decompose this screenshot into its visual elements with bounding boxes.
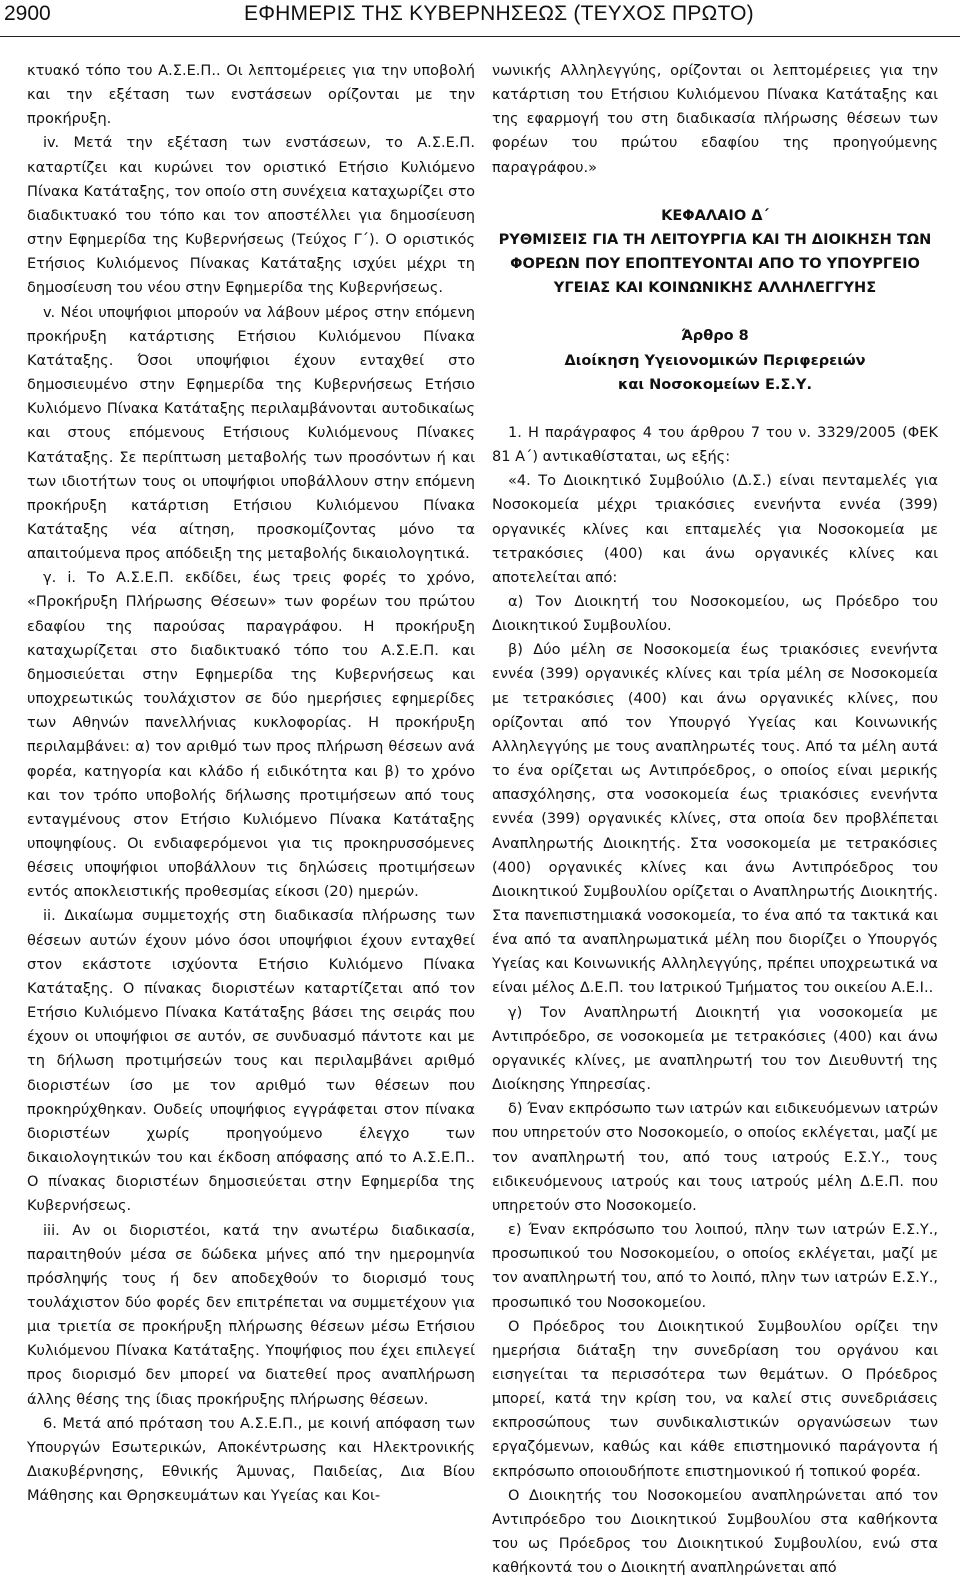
paragraph: γ) Τον Αναπληρωτή Διοικητή για νοσοκομεία με Αντιπρόεδρο, σε νοσοκομεία με τετρακόσιες (400) και άνω οργανικές κλίνες, με αναπληρωτή του τον Διευθυντή της Διοίκησης Υπηρεσίας. xyxy=(492,1003,938,1094)
chapter-label: ΚΕΦΑΛΑΙΟ Δ΄ xyxy=(661,206,769,224)
gazette-title: ΕΦΗΜΕΡΙΣ ΤΗΣ ΚΥΒΕΡΝΗΣΕΩΣ (ΤΕΥΧΟΣ ΠΡΩΤΟ) xyxy=(244,2,754,25)
header-rule xyxy=(0,36,960,37)
paragraph: «4. Το Διοικητικό Συμβούλιο (Δ.Σ.) είναι πενταμελές για Νοσοκομεία μέχρι τριακόσιες ενενήντα εννέα (399) οργανικές κλίνες και επταμελές για Νοσοκομεία με τετρακόσιες (400) και άνω οργανικές κλίνες και αποτελείται από: xyxy=(492,472,938,586)
paragraph: α) Τον Διοικητή του Νοσοκομείου, ως Πρόεδρο του Διοικητικού Συμβουλίου. xyxy=(492,592,938,635)
paragraph: γ. i. Το Α.Σ.Ε.Π. εκδίδει, έως τρεις φορές το χρόνο, «Προκήρυξη Πλήρωσης Θέσεων» των φορέων του πρώτου εδαφίου της παρούσας παραγράφου. Η προκήρυξη καταχωρίζεται στο διαδικτυακό τόπο του Α.Σ.Ε.Π. και δημοσιεύεται στην Εφημερίδα της Κυβερνήσεως και υποχρεωτικώς τουλάχιστον σε δύο ημερήσιες εφημερίδες των Αθηνών πανελλήνιας κυκλοφορίας. Η προκήρυξη περιλαμβάνει: α) τον αριθμό των προς πλήρωση θέσεων ανά φορέα, κατηγορία και κλάδο ή ειδικότητα και β) το χρόνο και τον τρόπο υποβολής δήλωσης προτιμήσεων από τους ενταγμένους στον Ετήσιο Κυλιόμενο Πίνακα Κατάταξης υποψηφίους. Οι ενδιαφερόμενοι για τις προκηρυσσόμενες θέσεις υποψήφιοι υποβάλλουν τις δηλώσεις προτιμήσεων εντός αποκλειστικής προθεσμίας είκοσι (20) ημερών. xyxy=(27,569,475,901)
paragraph: 6. Μετά από πρόταση του Α.Σ.Ε.Π., με κοινή απόφαση των Υπουργών Εσωτερικών, Αποκέντρωσης και Ηλεκτρονικής Διακυβέρνησης, Εθνικής Άμυνας, Παιδείας, Δια Βίου Μάθησης και Θρησκευμάτων και Υγείας και Κοι- xyxy=(27,1414,475,1505)
paragraph: ε) Έναν εκπρόσωπο του λοιπού, πλην των ιατρών Ε.Σ.Υ., προσωπικού του Νοσοκομείου, ο οποίος εκλέγεται, μαζί με τον αναπληρωτή του, από το λοιπό, πλην των ιατρών Ε.Σ.Υ., προσωπικό του Νοσοκομείου. xyxy=(492,1221,938,1311)
paragraph: β) Δύο μέλη σε Νοσοκομεία έως τριακόσιες ενενήντα εννέα (399) οργανικές κλίνες και τρία μέλη σε Νοσοκομεία με τετρακόσιες (400) και άνω οργανικές κλίνες, που ορίζονται από τον Υπουργό Υγείας και Κοινωνικής Αλληλεγγύης με τους αναπληρωτές τους. Από τα μέλη αυτά το ένα ορίζεται ως Αντιπρόεδρος, ο οποίος είναι μερικής απασχόλησης, στα νοσοκομεία έως τριακόσιες ενενήντα εννέα (399) οργανικές κλίνες, στα οποία δεν προβλέπεται Αναπληρωτής Διοικητής. Στα νοσοκομεία με τετρακόσιες (400) οργανικές κλίνες και άνω Αντιπρόεδρος του Διοικητικού Συμβουλίου ορίζεται ο Αναπληρωτής Διοικητής. Στα πανεπιστημιακά νοσοκομεία, το ένα από τα τακτικά και ένα από τα αναπληρωματικά μέλη που διορίζει ο Υπουργός Υγείας και Κοινωνικής Αλληλεγγύης, πρέπει υποχρεωτικά να είναι μέλος Δ.Ε.Π. του Ιατρικού Τμήματος του οικείου Α.Ε.Ι.. xyxy=(492,641,938,997)
article-title-line-2: και Νοσοκομείων Ε.Σ.Υ. xyxy=(618,375,812,393)
article-heading xyxy=(492,324,938,396)
paragraph: ii. Δικαίωμα συμμετοχής στη διαδικασία πλήρωσης των θέσεων αυτών έχουν μόνο όσοι υποψήφιοι έχουν ενταχθεί στον εκάστοτε ισχύοντα Ετήσιο Κυλιόμενο Πίνακα Κατάταξης. Ο πίνακας διοριστέων καταρτίζεται από τον Ετήσιο Κυλιόμενο Πίνακα Κατάταξης βάσει της σειράς που έχουν οι υποψήφιοι σε αυτόν, σε συνδυασμό πάντοτε και με τη δήλωση προτιμήσεών τους και περιλαμβάνει αριθμό διοριστέων ίσο με τον αριθμό των θέσεων που προκηρύχθηκαν. Ουδείς υποψήφιος εγγράφεται στον πίνακα διοριστέων χωρίς προηγούμενο έλεγχο των δικαιολογητικών του και έκδοση απόφασης από το Α.Σ.Ε.Π.. Ο πίνακας διοριστέων δημοσιεύεται στην Εφημερίδα της Κυβερνήσεως. xyxy=(27,907,475,1215)
left-column xyxy=(27,59,475,1508)
paragraph: v. Νέοι υποψήφιοι μπορούν να λάβουν μέρος στην επόμενη προκήρυξη κατάρτισης Ετήσιου Κυλιόμενου Πίνακα Κατάταξης. Όσοι υποψήφιοι έχουν ενταχθεί στο δημοσιευμένο στην Εφημερίδα της Κυβερνήσεως Ετήσιο Κυλιόμενο Πίνακα Κατάταξης περιλαμβάνονται αυτοδικαίως και στους επόμενους Ετήσιους Κυλιόμενους Πίνακες Κατάταξης. Σε περίπτωση μεταβολής των προσόντων ή και των ιδιοτήτων τους οι υποψήφιοι υποβάλλουν στην επόμενη προκήρυξη κατάρτιση Ετήσιου Κυλιόμενου Πίνακα Κατάταξης νέα αίτηση, προσκομίζοντας μόνο τα απαιτούμενα προς απόδειξη της μεταβολής δικαιολογητικά. xyxy=(27,303,475,563)
paragraph: δ) Έναν εκπρόσωπο των ιατρών και ειδικευόμενων ιατρών που υπηρετούν στο Νοσοκομείο, ο οποίος εκλέγεται, μαζί με τον αναπληρωτή του, από τους ιατρούς Ε.Σ.Υ., τους ειδικευόμενους ιατρούς και τους ιατρούς μέλη Δ.Ε.Π. που υπηρετούν στο Νοσοκομείο. xyxy=(492,1100,938,1214)
right-column xyxy=(492,59,938,1580)
article-label: Άρθρο 8 xyxy=(681,327,749,345)
paragraph: κτυακό τόπο του Α.Σ.Ε.Π.. Οι λεπτομέρειες για την υποβολή και την εξέταση των ενστάσεων ορίζονται με την προκήρυξη. xyxy=(27,62,475,128)
paragraph: 1. Η παράγραφος 4 του άρθρου 7 του ν. 3329/2005 (ΦΕΚ 81 Α΄) αντικαθίσταται, ως εξής: xyxy=(492,423,938,466)
paragraph: Ο Πρόεδρος του Διοικητικού Συμβουλίου ορίζει την ημερήσια διάταξη την συνεδρίαση του οργάνου και εισηγείται τα περισσότερα των θεμάτων. Ο Πρόεδρος μπορεί, κατά την κρίση του, να καλεί στις συνεδριάσεις εκπροσώπους των συνδικαλιστικών οργανώσεων των εργαζόμενων, καθώς και κάθε επιστημονικό παράγοντα ή εκπρόσωπο οποιουδήποτε επιστημονικού ή τοπικού φορέα. xyxy=(492,1317,938,1480)
paragraph: iv. Μετά την εξέταση των ενστάσεων, το Α.Σ.Ε.Π. καταρτίζει και κυρώνει τον οριστικό Ετήσιο Κυλιόμενο Πίνακα Κατάταξης, τον οποίο στη συνέχεια καταχωρίζει στο διαδικτυακό του τόπο και τον αποστέλλει για δημοσίευση στην Εφημερίδα της Κυβερνήσεως (Τεύχος Γ΄). Ο οριστικός Ετήσιος Κυλιόμενος Πίνακας Κατάταξης ισχύει μέχρι τη δημοσίευση του νέου στην Εφημερίδα της Κυβερνήσεως. xyxy=(27,134,475,297)
paragraph: νωνικής Αλληλεγγύης, ορίζονται οι λεπτομέρειες για την κατάρτιση του Ετήσιου Κυλιόμενου Πίνακα Κατάταξης και της εφαρμογή του στη διαδικασία πλήρωσης θέσεων των φορέων του πρώτου εδαφίου της προηγούμενης παραγράφου.» xyxy=(492,62,938,176)
paragraph: Ο Διοικητής του Νοσοκομείου αναπληρώνεται από τον Αντιπρόεδρο του Διοικητικού Συμβουλίου στα καθήκοντα του ως Πρόεδρος του Διοικητικού Συμβουλίου, ενώ στα καθήκοντά του ο Διοικητή αναπληρώνεται από xyxy=(492,1486,938,1577)
chapter-title: ΡΥΘΜΙΣΕΙΣ ΓΙΑ ΤΗ ΛΕΙΤΟΥΡΓΙΑ ΚΑΙ ΤΗ ΔΙΟΙΚΗΣΗ ΤΩΝ ΦΟΡΕΩΝ ΠΟΥ ΕΠΟΠΤΕΥΟΝΤΑΙ ΑΠΟ ΤΟ ΥΠΟΥΡΓΕΙΟ ΥΓΕΙΑΣ ΚΑΙ ΚΟΙΝΩΝΙΚΗΣ ΑΛΛΗΛΕΓΓΥΗΣ xyxy=(498,230,932,297)
paragraph: iii. Αν οι διοριστέοι, κατά την ανωτέρω διαδικασία, παραιτηθούν μέσα σε δώδεκα μήνες από την ημερομηνία πρόσληψής τους ή δεν αποδεχθούν το διορισμό τους τουλάχιστον δύο φορές δεν επιτρέπεται να συμμετέχουν για μια τριετία σε προκήρυξη πλήρωσης θέσεων μέσω Ετήσιου Κυλιόμενου Πίνακα Κατάταξης. Υποψήφιος που έχει επιλεγεί προς διορισμό δεν μπορεί να διατεθεί προς αναπλήρωση άλλης θέσης της ίδιας προκήρυξης πλήρωσης θέσεων. xyxy=(27,1221,475,1408)
page-number: 2900 xyxy=(4,2,51,25)
chapter-heading xyxy=(492,204,938,301)
page-header xyxy=(0,0,960,40)
article-title-line-1: Διοίκηση Υγειονομικών Περιφερειών xyxy=(564,351,866,369)
